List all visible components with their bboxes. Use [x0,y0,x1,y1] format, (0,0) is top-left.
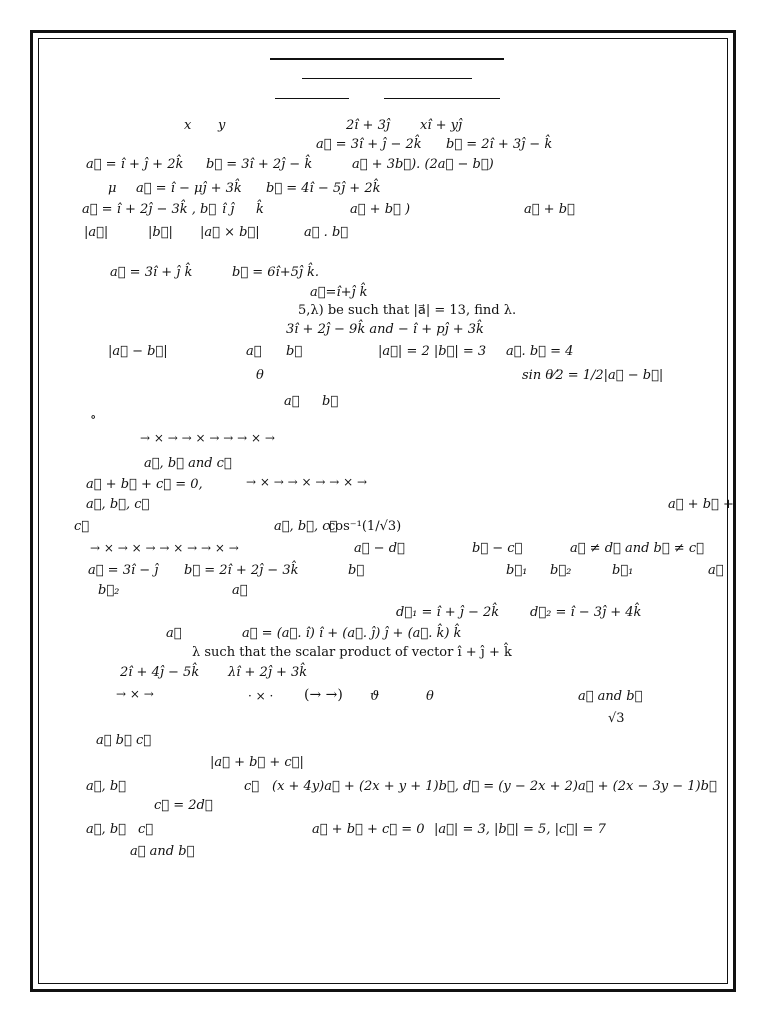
math-fragment: a⃗ + b⃗ ) [350,202,411,217]
math-fragment: 5,λ) be such that |a⃗| = 13, find λ. [298,303,517,318]
math-fragment: a⃗, b⃗ and c⃗ [144,456,232,471]
math-fragment: a⃗ [246,344,262,359]
math-fragment: b⃗ = 3î + 2ĵ − k̂ [206,157,313,172]
math-fragment: b⃗₁ [506,563,528,578]
math-fragment: θ [426,689,434,704]
math-fragment: → × → [116,687,154,701]
math-fragment: (x + 4y)a⃗ + (2x + y + 1)b⃗, d⃗ = (y − 2x + 2)a⃗ + (2x − 3y − 1)b⃗ [272,779,717,794]
math-fragment: → × → → × → → → × → [140,431,275,445]
math-fragment: a⃗, b⃗, c⃗ [86,497,150,512]
math-fragment: a⃗ = î − μĵ + 3k̂ [136,181,242,196]
math-fragment: a⃗. b⃗ = 4 [506,344,574,359]
math-fragment: a⃗ = î + ĵ + 2k̂ [86,157,184,172]
math-fragment: a⃗ b⃗ c⃗ [96,733,152,748]
math-fragment: 2î + 3ĵ [346,118,390,133]
math-fragment: xî + yĵ [420,118,463,133]
math-fragment: 2î + 4ĵ − 5k̂ [120,665,200,680]
math-fragment: ∘ [90,410,97,425]
math-fragment: î ĵ [222,202,235,217]
math-fragment: a⃗ + b⃗ [524,202,575,217]
math-fragment: a⃗ + 3b⃗). (2a⃗ − b⃗) [352,157,494,172]
math-fragment: b⃗₂ [550,563,572,578]
math-fragment: θ [256,368,264,383]
math-fragment: a⃗ [708,563,724,578]
math-fragment: √3 [608,711,625,726]
math-fragment: a⃗ ≠ d⃗ and b⃗ ≠ c⃗ [570,541,704,556]
math-fragment: |a⃗ + b⃗ + c⃗| [210,755,304,770]
math-fragment: b⃗₂ [98,583,120,598]
math-fragment: x [184,118,192,133]
math-fragment: λî + 2ĵ + 3k̂ [228,665,308,680]
math-fragment: b⃗ = 2î + 3ĵ − k̂ [446,137,553,152]
math-fragment: d⃗₁ = î + ĵ − 2k̂ [396,605,500,620]
header-rule-3 [275,98,349,99]
math-fragment: μ [108,181,117,196]
header-rule-4 [384,98,500,99]
math-fragment: b⃗ = 6î+5ĵ k̂. [232,265,320,280]
math-fragment: c⃗ [138,822,154,837]
math-fragment: b⃗ = 4î − 5ĵ + 2k̂ [266,181,381,196]
math-fragment: a⃗ = 3î + ĵ − 2k̂ [316,137,422,152]
math-fragment: a⃗, b⃗ [86,779,126,794]
math-fragment: |a⃗| = 3, |b⃗| = 5, |c⃗| = 7 [434,822,606,837]
math-fragment: a⃗ and b⃗ [578,689,643,704]
math-fragment: b⃗ [286,344,303,359]
math-fragment: |a⃗ × b⃗| [200,225,260,240]
math-fragment: |a⃗ − b⃗| [108,344,168,359]
math-fragment: → × → × → → × → → × → [90,541,239,555]
math-fragment: a⃗, b⃗, c⃗ [274,519,338,534]
math-fragment: a⃗ [166,626,182,641]
math-fragment: a⃗ = 3î − ĵ [88,563,159,578]
math-fragment: a⃗ + b⃗ + [668,497,734,512]
math-fragment: a⃗ = (a⃗. î) î + (a⃗. ĵ) ĵ + (a⃗. k̂) k̂ [242,626,462,641]
math-fragment: a⃗, b⃗ [86,822,126,837]
math-fragment: · × · [248,689,274,703]
math-fragment: a⃗ + b⃗ + c⃗ = 0, [86,477,203,492]
math-fragment: a⃗ [232,583,248,598]
math-fragment: k̂ [256,202,264,217]
math-fragment: (→ →) [304,687,343,703]
math-fragment: λ such that the scalar product of vector î + ĵ + k̂ [192,645,512,660]
math-fragment: c⃗ [74,519,90,534]
math-fragment: d⃗₂ = î − 3ĵ + 4k̂ [530,605,642,620]
header-rule-2 [302,78,472,79]
math-fragment: a⃗ [284,394,300,409]
math-fragment: a⃗ . b⃗ [304,225,349,240]
math-fragment: |a⃗| [84,225,109,240]
math-fragment: b⃗ [322,394,339,409]
math-fragment: a⃗ and b⃗ [130,844,195,859]
math-fragment: b⃗₁ [612,563,634,578]
math-fragment: a⃗ = 3î + ĵ k̂ [110,265,193,280]
math-fragment: sin θ⁄2 = 1/2|a⃗ − b⃗| [522,368,664,383]
header-rule-1 [270,58,504,60]
math-fragment: a⃗=î+ĵ k̂ [310,285,368,300]
math-fragment: → × → → × → → × → [246,475,368,489]
math-fragment: b⃗ [348,563,365,578]
math-fragment: ϑ [370,689,380,704]
math-fragment: a⃗ − d⃗ [354,541,405,556]
math-fragment: a⃗ = î + 2ĵ − 3k̂ , b⃗ [82,202,217,217]
math-fragment: |a⃗| = 2 |b⃗| = 3 [378,344,487,359]
math-fragment: a⃗ + b⃗ + c⃗ = 0 [312,822,425,837]
math-fragment: cos⁻¹(1/√3) [328,519,402,534]
math-fragment: 3î + 2ĵ − 9k̂ and − î + pĵ + 3k̂ [286,322,484,337]
math-fragment: c⃗ [244,779,260,794]
math-fragment: |b⃗| [148,225,173,240]
math-fragment: y [218,118,226,133]
math-fragment: b⃗ = 2î + 2ĵ − 3k̂ [184,563,299,578]
math-fragment: b⃗ − c⃗ [472,541,523,556]
math-fragment: c⃗ = 2d⃗ [154,798,213,813]
